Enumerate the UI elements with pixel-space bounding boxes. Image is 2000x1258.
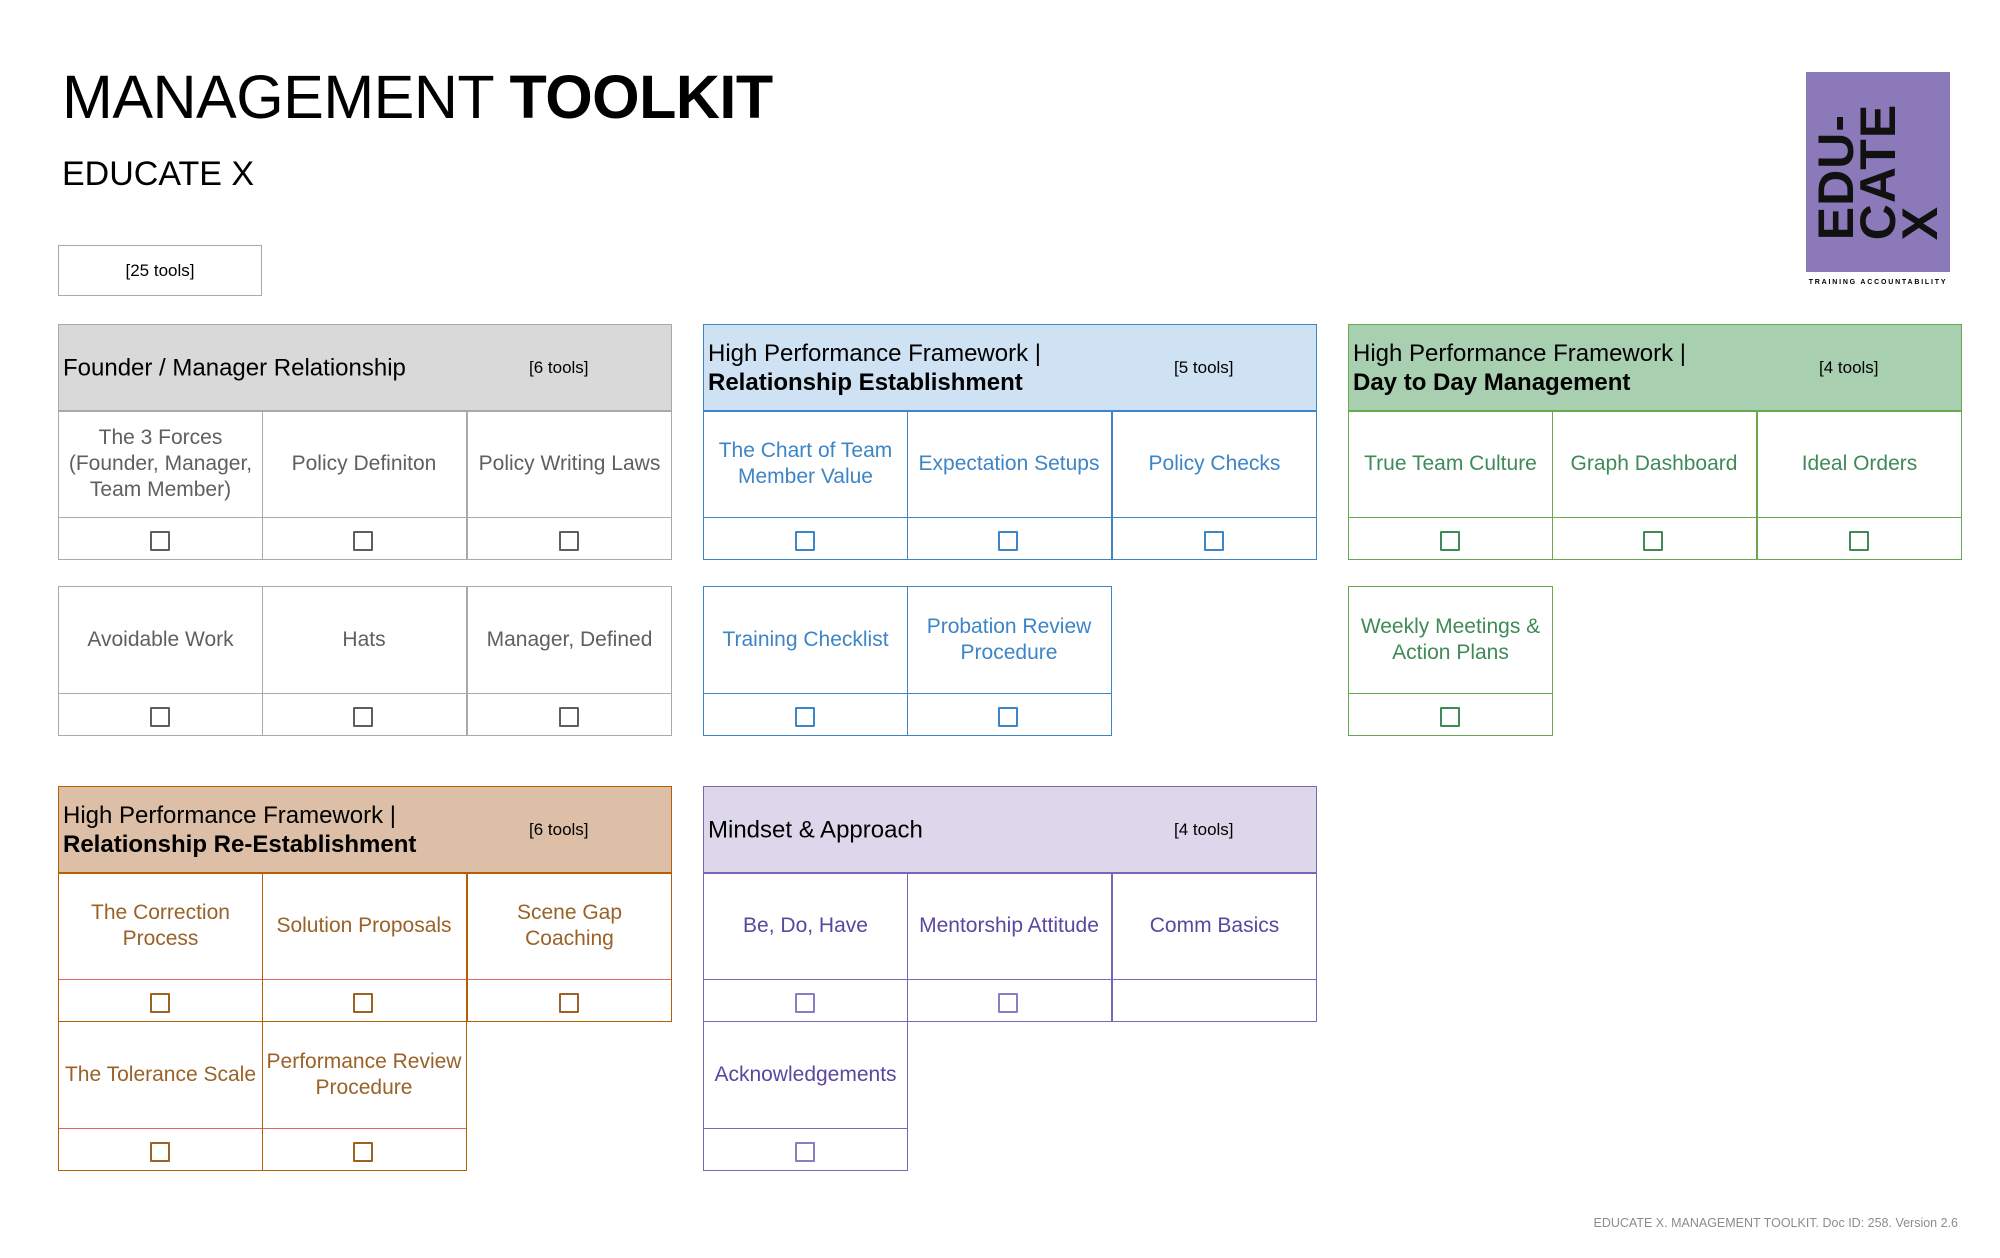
tool-checkbox[interactable] xyxy=(1643,531,1663,551)
page-title xyxy=(62,62,773,132)
tool-card xyxy=(1112,872,1317,1022)
tool-card xyxy=(1112,410,1317,560)
tool-checkbox[interactable] xyxy=(795,993,815,1013)
tool-checkbox[interactable] xyxy=(998,707,1018,727)
tool-card xyxy=(703,1021,908,1171)
section-header xyxy=(1348,324,1962,412)
tool-card xyxy=(703,410,908,560)
tool-card xyxy=(1348,586,1553,736)
section-title: High Performance Framework | Relationship Establishment xyxy=(708,340,1041,396)
section-tool-count: [4 tools] xyxy=(1174,820,1234,839)
tool-label: Avoidable Work xyxy=(87,628,234,651)
tool-label: Be, Do, Have xyxy=(743,914,868,937)
tool-label: The Tolerance Scale xyxy=(64,1062,257,1086)
tool-card xyxy=(1348,410,1553,560)
section-tool-count: [6 tools] xyxy=(529,820,589,839)
tool-checkbox[interactable] xyxy=(998,531,1018,551)
tool-checkbox[interactable] xyxy=(150,1142,170,1162)
tool-label: Acknowledgements xyxy=(714,1062,897,1086)
tool-checkbox[interactable] xyxy=(795,707,815,727)
tool-checkbox[interactable] xyxy=(559,531,579,551)
logo-wordmark xyxy=(1808,103,1948,241)
tool-card xyxy=(262,586,467,736)
tool-checkbox[interactable] xyxy=(1440,707,1460,727)
tool-checkbox[interactable] xyxy=(795,1142,815,1162)
title-regular: MANAGEMENT xyxy=(62,63,494,131)
tool-label: Weekly Meetings & Action Plans xyxy=(1360,615,1541,664)
tool-checkbox[interactable] xyxy=(353,993,373,1013)
tool-label: Manager, Defined xyxy=(486,628,653,651)
tool-label: Scene Gap Coaching xyxy=(516,901,623,950)
page-subtitle: EDUCATE X xyxy=(62,155,255,193)
tool-card xyxy=(1552,410,1757,560)
logo-line-1: EDU- xyxy=(1808,113,1864,241)
tool-card xyxy=(907,410,1112,560)
tool-checkbox[interactable] xyxy=(559,993,579,1013)
tool-card xyxy=(703,586,908,736)
total-tools-badge: [25 tools] xyxy=(58,245,262,296)
tool-checkbox[interactable] xyxy=(559,707,579,727)
tool-label: Training Checklist xyxy=(722,628,889,651)
section-header xyxy=(58,324,672,412)
brand-logo xyxy=(1806,72,1950,272)
tool-label: Ideal Orders xyxy=(1801,452,1918,475)
logo-tagline: TRAINING ACCOUNTABILITY xyxy=(1808,279,1948,286)
tool-label: Policy Checks xyxy=(1148,452,1281,475)
tool-checkbox[interactable] xyxy=(353,1142,373,1162)
title-bold: TOOLKIT xyxy=(509,63,773,131)
section-title: High Performance Framework | Day to Day Management xyxy=(1353,340,1686,396)
tool-card xyxy=(58,872,263,1022)
tool-label: Policy Definiton xyxy=(291,452,437,475)
section-title: Mindset & Approach xyxy=(708,816,923,844)
tool-label: Graph Dashboard xyxy=(1570,452,1738,475)
tool-checkbox[interactable] xyxy=(150,531,170,551)
tool-label: Policy Writing Laws xyxy=(478,452,661,475)
tool-card xyxy=(467,586,672,736)
tool-label: Probation Review Procedure xyxy=(926,615,1092,664)
tool-checkbox[interactable] xyxy=(998,993,1018,1013)
logo-line-3: X xyxy=(1892,205,1948,241)
tool-checkbox[interactable] xyxy=(1204,531,1224,551)
tool-card xyxy=(467,410,672,560)
tool-checkbox[interactable] xyxy=(353,531,373,551)
tool-label: Solution Proposals xyxy=(276,914,452,937)
tool-label: The Correction Process xyxy=(91,901,230,950)
tool-card xyxy=(262,1021,467,1171)
tool-checkbox[interactable] xyxy=(795,531,815,551)
tool-card xyxy=(262,872,467,1022)
tool-label: True Team Culture xyxy=(1364,452,1537,475)
document-footer: EDUCATE X. MANAGEMENT TOOLKIT. Doc ID: 258. Version 2.6 xyxy=(1593,1216,1958,1230)
tool-label: Mentorship Attitude xyxy=(919,914,1099,937)
tool-label: The Chart of Team Member Value xyxy=(718,439,893,488)
tool-card xyxy=(907,872,1112,1022)
tool-checkbox[interactable] xyxy=(353,707,373,727)
tool-label: Hats xyxy=(342,628,386,651)
section-title: Founder / Manager Relationship xyxy=(63,354,406,382)
tool-card xyxy=(58,586,263,736)
tool-card xyxy=(1757,410,1962,560)
tool-checkbox[interactable] xyxy=(1440,531,1460,551)
tool-checkbox[interactable] xyxy=(150,707,170,727)
section-header xyxy=(58,786,672,874)
section-tool-count: [5 tools] xyxy=(1174,358,1234,377)
section-header xyxy=(703,786,1317,874)
tool-card xyxy=(58,410,263,560)
tool-checkbox[interactable] xyxy=(150,993,170,1013)
section-tool-count: [4 tools] xyxy=(1819,358,1879,377)
tool-card xyxy=(703,872,908,1022)
tool-label: The 3 Forces (Founder, Manager, Team Member) xyxy=(68,426,253,501)
tool-label: Performance Review Procedure xyxy=(266,1049,462,1099)
tool-card xyxy=(907,586,1112,736)
logo-line-2: CATE xyxy=(1850,103,1906,241)
tool-checkbox[interactable] xyxy=(1849,531,1869,551)
tool-label: Expectation Setups xyxy=(918,452,1100,475)
section-header xyxy=(703,324,1317,412)
tool-card xyxy=(467,872,672,1022)
section-tool-count: [6 tools] xyxy=(529,358,589,377)
tool-card xyxy=(58,1021,263,1171)
tool-label: Comm Basics xyxy=(1149,914,1280,937)
section-title: High Performance Framework | Relationship Re-Establishment xyxy=(63,802,417,858)
tool-card xyxy=(262,410,467,560)
